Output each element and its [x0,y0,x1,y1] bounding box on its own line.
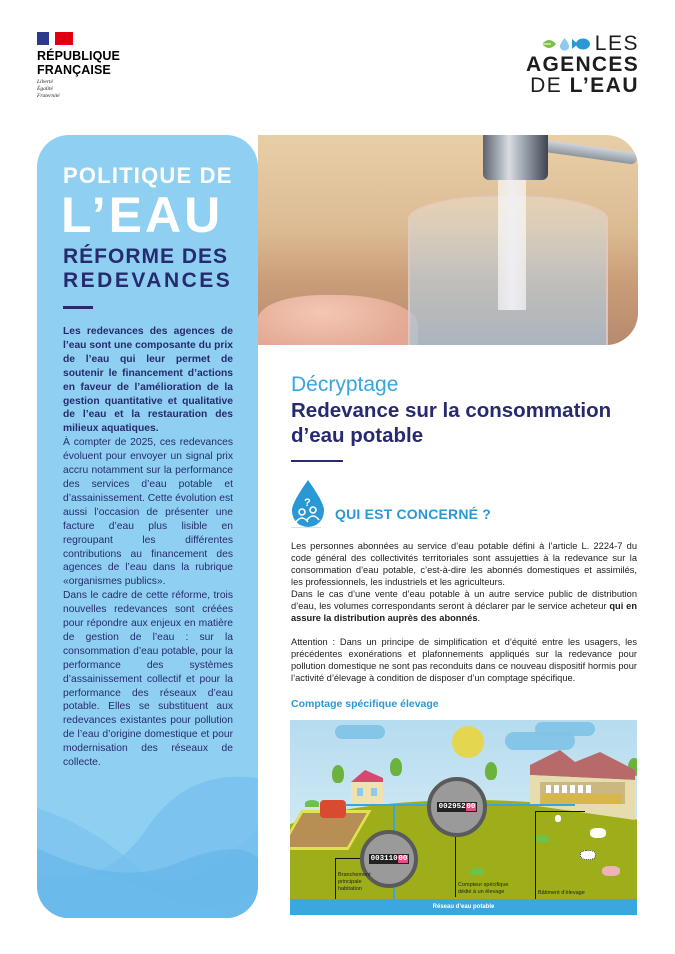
water-glass-photo [258,135,638,345]
reforme-heading [63,245,232,293]
tractor-shape [320,800,346,818]
pig-shape [602,866,620,876]
tree-shape [390,758,402,776]
bush-shape [535,835,549,842]
house-shape [345,768,385,804]
leader-line [455,837,456,897]
concerned-text-end: . [477,613,481,623]
leader-line [535,811,536,901]
tree-shape [485,762,497,780]
network-bar: Réseau d’eau potable [290,899,637,915]
left-panel-body [63,325,233,770]
rf-motto [37,79,120,100]
section-underline [291,527,321,528]
motto-egalite: Égalité [37,86,53,92]
kicker-decryptage: Décryptage [291,373,399,396]
hand-shape [258,295,418,345]
meter1-digits-red: 00 [466,803,476,811]
reforme-heading-line1: RÉFORME DES [63,245,229,268]
reforme-heading-line2: REDEVANCES [63,269,233,292]
bush-shape [305,800,319,807]
sheep-shape [590,828,606,838]
agences-line2: AGENCES [526,53,639,76]
label-batiment: Bâtiment d’élevage [538,890,585,896]
barn-shape [530,750,635,820]
motto-liberte: Liberté [37,79,53,85]
fish-icon [572,38,590,50]
people-question-drop-icon [291,480,325,528]
lead-paragraph: Les redevances des agences de l’eau sont une composante du prix de l’eau qui leur permet de soutenir le financement d’actions en faveur de l’amélioration de la gestion quantitative et qualitative de l’eau et la restauration des milieux aquatiques. [63,326,233,435]
heading-divider [63,306,93,309]
concerned-text-bold: qui en assure la distribution auprès des abonnés [291,601,637,623]
subsection-title: Comptage spécifique élevage [291,698,439,710]
meter1-digits-black: 002952 [438,803,466,811]
agences-de-leau-logo [526,34,639,96]
leader-line [335,858,360,859]
faucet-spout-shape [537,139,638,165]
title-divider [291,460,343,462]
tree-shape [332,765,344,783]
concerned-text-a: Les personnes abonnées au service d’eau potable défini à l’article L. 2224-7 du code général des collectivités territoriales sont assujetties à la redevance sur la consommation d’eau potable, c’est-à-dire les abonnés domestiques et assimilés, les professionnels, les industriels et les agriculteurs. [291,541,637,587]
elevage-water-meter [427,777,487,837]
page-title: Redevance sur la consommation d’eau potable [291,399,612,447]
svg-text:?: ? [304,497,311,509]
cloud-shape [535,722,595,736]
meter2-digits-red: 00 [398,855,408,863]
label-compteur: Compteur spécifique dédié à un élevage [458,882,509,895]
agences-line3 [526,75,639,96]
meter2-digits [369,854,409,864]
cloud-shape [335,725,385,739]
section-title: QUI EST CONCERNÉ ? [335,506,492,522]
rf-title [37,49,120,77]
chicken-shape [555,815,561,822]
bush-shape [470,868,484,875]
leader-line [535,811,585,812]
rf-title-line1: RÉPUBLIQUE [37,49,120,63]
marianne-flag-icon [37,32,73,45]
left-panel [37,135,258,918]
body-paragraph-1: À compter de 2025, ces redevances évoluent pour envoyer un signal prix accru notamment sur la performance des services d’eau potable et d’assainissement. Cette évolution est aussi l’occasion de présenter une facture d’eau plus lisible en regroupant les différentes contributions au financement des agences de l’eau dans la rubrique «organismes publics». [63,437,233,588]
leader-line [335,858,336,900]
motto-fraternite: Fraternité [37,93,60,99]
attention-paragraph: Attention : Dans un principe de simplification et d’équité entre les usagers, les précédentes exonérations et plafonnements appliqués sur la redevance pour pollution domestique ne sont pas reconduits dans ce nouveau dispositif hormis pour l’activité d’élevage à condition de disposer d’un comptage spécifique. [291,637,637,683]
agences-line3-leau: L’EAU [569,74,639,97]
meter1-digits [437,802,477,812]
leaf-icon [541,38,557,50]
leau-heading: L’EAU [61,187,224,243]
body-paragraph-2: Dans le cadre de cette réforme, trois nouvelles redevances sont créées pour répondre aux enjeux en matière de gestion de l’eau : sur la consommation d’eau potable, pour la performance des systèmes d’assainissement collectif et pour la performance des réseaux d’eau potable. Elles se substituent aux redevances existantes pour pollution de l’eau d’origine domestique et pour modernisation des réseaux de collecte. [63,590,233,769]
faucet-shape [483,135,548,180]
drop-icon [559,38,570,51]
agences-line1: LES [594,32,639,55]
section-header-qui-est-concerne [291,480,491,528]
politique-de-heading: POLITIQUE DE [63,163,233,188]
sun-shape [452,726,484,758]
waves-decoration [37,768,258,918]
rf-title-line2: FRANÇAISE [37,63,111,77]
concerned-text-b: Dans le cas d’une vente d’eau potable à un autre service public de distribution d’eau, les volumes correspondants seront à déclarer par le service acheteur [291,589,637,611]
republique-francaise-logo [37,32,120,100]
cow-shape [580,850,596,860]
label-branchement: Branchement principale habitation [338,872,371,892]
agences-line3-de: DE [530,74,570,97]
water-stream-shape [498,180,526,310]
concerned-paragraph [291,540,637,624]
elevage-metering-illustration [290,720,637,915]
meter2-digits-black: 003110 [370,855,398,863]
